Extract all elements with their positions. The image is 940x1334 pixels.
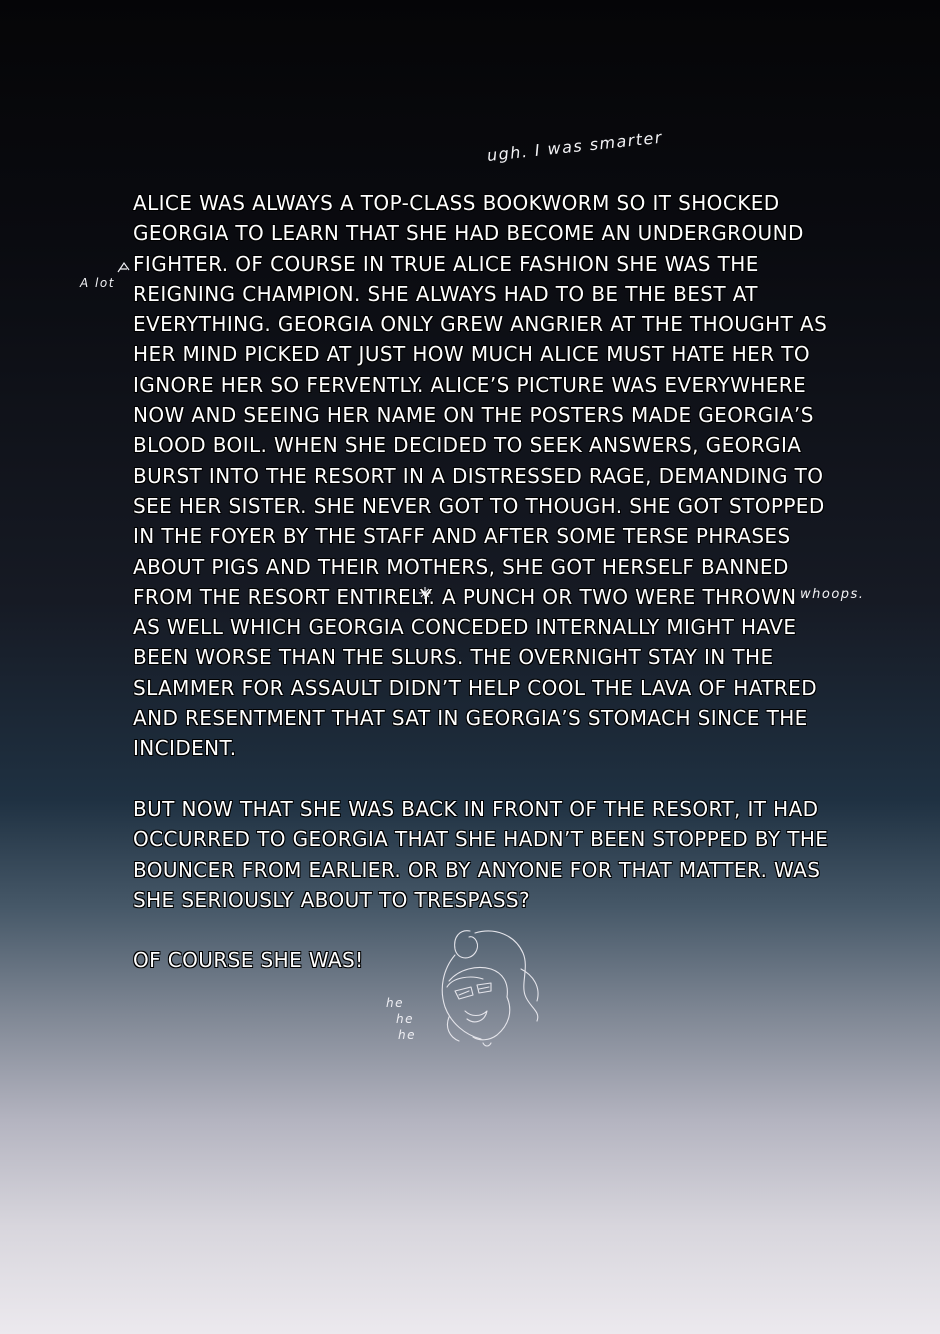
story-line: AND RESENTMENT THAT SAT IN GEORGIA’S STOMACH SINCE THE xyxy=(133,706,808,731)
story-line: BOUNCER FROM EARLIER. OR BY ANYONE FOR THAT MATTER. WAS xyxy=(133,857,821,882)
story-line: ALICE WAS ALWAYS A TOP-CLASS BOOKWORM SO IT SHOCKED xyxy=(133,191,780,215)
hehehe-line: he xyxy=(396,1012,414,1026)
story-line: SLAMMER FOR ASSAULT DIDN’T HELP COOL THE LAVA OF HATRED xyxy=(133,675,818,700)
story-line: EVERYTHING. GEORGIA ONLY GREW ANGRIER AT THE THOUGHT AS xyxy=(133,312,828,337)
story-line: BUT NOW THAT SHE WAS BACK IN FRONT OF THE RESORT, IT HAD xyxy=(133,796,819,821)
margin-note-a-lot: A lot xyxy=(80,276,115,290)
story-text xyxy=(133,188,833,976)
story-line: BLOOD BOIL. WHEN SHE DECIDED TO SEEK ANSWERS, GEORGIA xyxy=(133,433,802,458)
insert-mark-icon xyxy=(116,260,132,274)
story-line: NOW AND SEEING HER NAME ON THE POSTERS MADE GEORGIA’S xyxy=(133,403,814,428)
story-line: REIGNING CHAMPION. SHE ALWAYS HAD TO BE THE BEST AT xyxy=(133,281,758,306)
hehehe-line: he xyxy=(398,1028,416,1042)
story-line: IGNORE HER SO FERVENTLY. ALICE’S PICTURE WAS EVERYWHERE xyxy=(133,372,807,397)
asterisk-mark-icon xyxy=(418,586,432,600)
story-line: FROM THE RESORT ENTIRELY. A PUNCH OR TWO WERE THROWN xyxy=(133,584,797,609)
story-line: SEE HER SISTER. SHE NEVER GOT TO THOUGH. SHE GOT STOPPED xyxy=(133,493,825,518)
georgia-doodle-icon xyxy=(425,925,555,1055)
margin-note-hehehe xyxy=(386,995,416,1043)
story-line: AS WELL WHICH GEORGIA CONCEDED INTERNALLY MIGHT HAVE xyxy=(133,615,797,640)
paragraph-gap xyxy=(133,764,833,794)
story-line: ABOUT PIGS AND THEIR MOTHERS, SHE GOT HERSELF BANNED xyxy=(133,554,789,579)
margin-note-smarter: ugh. I was smarter xyxy=(486,127,664,165)
margin-note-whoops: whoops. xyxy=(800,587,865,602)
story-line: BURST INTO THE RESORT IN A DISTRESSED RAGE, DEMANDING TO xyxy=(133,463,824,488)
story-line: OCCURRED TO GEORGIA THAT SHE HADN’T BEEN STOPPED BY THE xyxy=(133,827,829,852)
story-line: OF COURSE SHE WAS! xyxy=(133,948,364,973)
story-line: HER MIND PICKED AT JUST HOW MUCH ALICE MUST HATE HER TO xyxy=(133,342,811,367)
story-line: INCIDENT. xyxy=(133,736,237,761)
story-line: FIGHTER. OF COURSE IN TRUE ALICE FASHION SHE WAS THE xyxy=(133,251,759,276)
story-line: SHE SERIOUSLY ABOUT TO TRESPASS? xyxy=(133,887,531,912)
story-line: BEEN WORSE THAN THE SLURS. THE OVERNIGHT STAY IN THE xyxy=(133,645,774,670)
story-line: GEORGIA TO LEARN THAT SHE HAD BECOME AN UNDERGROUND xyxy=(133,221,804,246)
story-line: IN THE FOYER BY THE STAFF AND AFTER SOME TERSE PHRASES xyxy=(133,524,791,549)
hehehe-line: he xyxy=(386,996,404,1010)
